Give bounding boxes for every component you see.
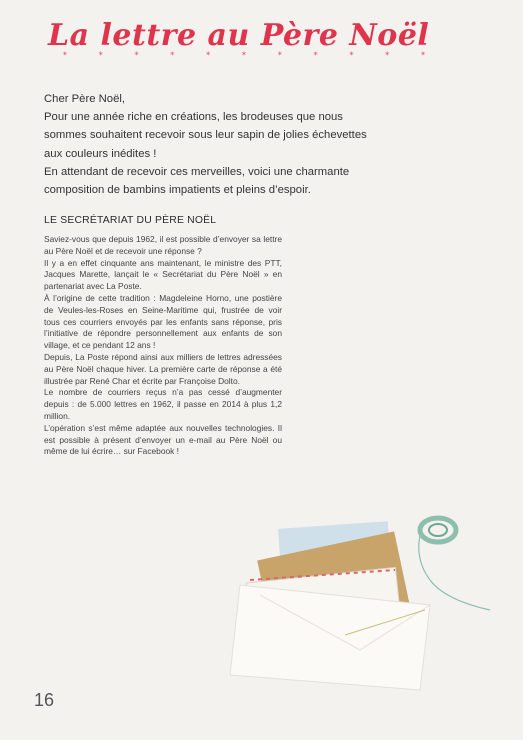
- article-paragraph: À l’origine de cette tradition : Magdeleine Horno, une postière de Veules-les-Roses en Seine-Maritime qui, frustrée de voir tous ces courriers envoyés par les enfants sans réponse, pris l’initiative de répondre personnellement aux enfants de son village, et ce pendant 12 ans !: [44, 292, 282, 351]
- page-title: La lettre au Père Noël: [48, 18, 430, 53]
- article-paragraph: Depuis, La Poste répond ainsi aux milliers de lettres adressées au Père Noël chaque hiver. La première carte de réponse a été illustrée par René Char et écrite par Françoise Dolto.: [44, 351, 282, 386]
- decorative-stars: ✶ ✶ ✶ ✶ ✶ ✶ ✶ ✶ ✶ ✶ ✶: [62, 51, 440, 58]
- article-paragraph: Le nombre de courriers reçus n’a pas cessé d’augmenter depuis : de 5.000 lettres en 1962, il passe en 2014 à plus 1,2 million.: [44, 387, 282, 421]
- article-paragraph: Saviez-vous que depuis 1962, il est possible d’envoyer sa lettre au Père Noël et de recevoir une réponse ?: [44, 234, 282, 256]
- section-heading: LE SECRÉTARIAT DU PÈRE NOËL: [44, 215, 217, 226]
- article-paragraph: Il y a en effet cinquante ans maintenant, le ministre des PTT, Jacques Marette, lançait le « Secrétariat du Père Noël » en partenariat avec La Poste.: [44, 257, 282, 292]
- page-number: 16: [34, 690, 55, 710]
- article-body: [44, 234, 282, 458]
- intro-paragraph: En attendant de recevoir ces merveilles, voici une charmante composition de bambins impatients et pleins d’espoir.: [44, 165, 350, 197]
- article-paragraph: L’opération s’est même adaptée aux nouvelles technologies. Il est possible à présent d’envoyer un e-mail au Père Noël ou même de lui écrire… sur Facebook !: [44, 422, 282, 457]
- intro-salutation: Cher Père Noël,: [44, 93, 125, 105]
- twine-spool: [419, 518, 490, 610]
- intro-paragraph: Pour une année riche en créations, les brodeuses que nous sommes souhaitent recevoir sous leur sapin de jolies échevettes aux couleurs inédites !: [44, 111, 367, 160]
- intro-text: [44, 90, 374, 199]
- envelopes-illustration: [230, 500, 510, 700]
